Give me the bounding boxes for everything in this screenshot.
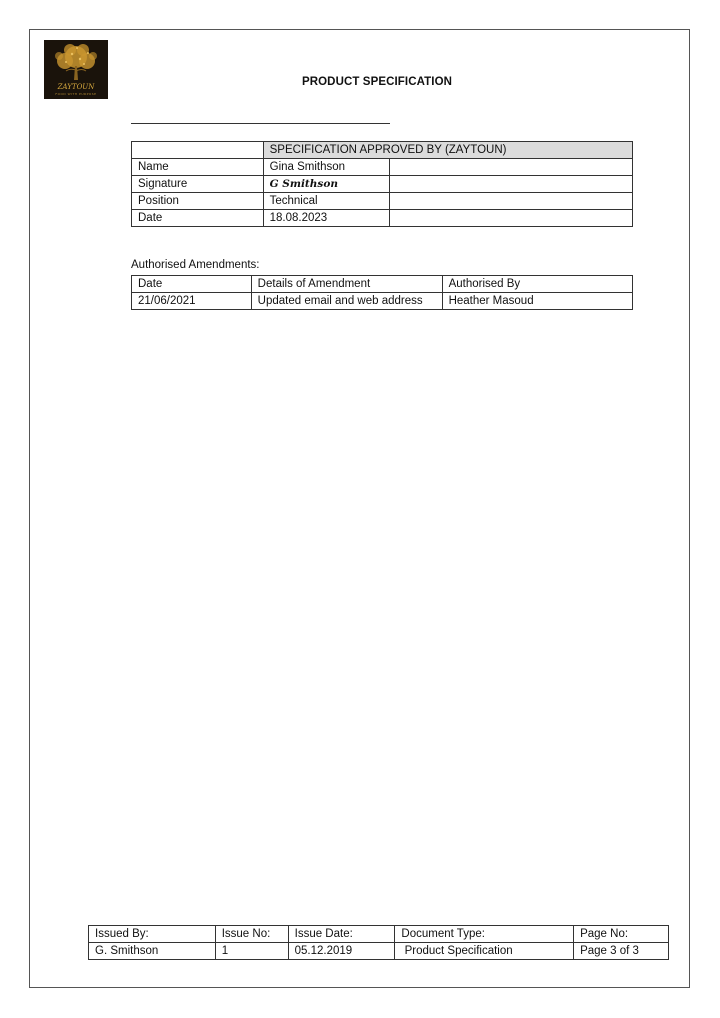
- amendment-by-cell: Heather Masoud: [442, 293, 632, 310]
- logo-wordmark: ZAYTOUN: [57, 83, 95, 91]
- amendments-header-cell: Date: [132, 276, 252, 293]
- approval-header: SPECIFICATION APPROVED BY (ZAYTOUN): [263, 142, 632, 159]
- amendments-header-cell: Details of Amendment: [251, 276, 442, 293]
- amendments-row: [132, 293, 633, 310]
- footer-issued-by: G. Smithson: [89, 943, 216, 960]
- footer-issue-no: 1: [215, 943, 288, 960]
- approval-empty-cell: [389, 159, 632, 176]
- footer-header-row: [89, 926, 669, 943]
- page-title: PRODUCT SPECIFICATION: [301, 76, 453, 88]
- amendments-header-row: [132, 276, 633, 293]
- approval-label-cell: Position: [132, 193, 264, 210]
- approval-row-date: [132, 210, 633, 227]
- footer-header-cell: Page No:: [574, 926, 669, 943]
- approval-value-cell: Technical: [263, 193, 389, 210]
- footer-page-no: Page 3 of 3: [574, 943, 669, 960]
- approval-value-cell: 18.08.2023: [263, 210, 389, 227]
- approval-table: [131, 141, 633, 227]
- amendments-header-cell: Authorised By: [442, 276, 632, 293]
- amendments-table: [131, 275, 633, 310]
- approval-header-blank-cell: [132, 142, 264, 159]
- footer-header-cell: Issued By:: [89, 926, 216, 943]
- approval-label-cell: Name: [132, 159, 264, 176]
- footer-header-cell: Issue Date:: [288, 926, 395, 943]
- approval-value-cell: Gina Smithson: [263, 159, 389, 176]
- footer-issue-date: 05.12.2019: [288, 943, 395, 960]
- footer-header-cell: Issue No:: [215, 926, 288, 943]
- signature-value: G Smithson: [263, 176, 389, 193]
- zaytoun-logo: [44, 40, 108, 99]
- approval-header-row: [132, 142, 633, 159]
- footer-value-row: [89, 943, 669, 960]
- divider-line: [131, 123, 390, 124]
- approval-empty-cell: [389, 210, 632, 227]
- amendments-label: Authorised Amendments:: [131, 259, 260, 271]
- logo-tagline: FOOD WITH PURPOSE: [55, 92, 97, 96]
- approval-empty-cell: [389, 193, 632, 210]
- footer-table: [88, 925, 669, 960]
- approval-row-signature: [132, 176, 633, 193]
- approval-label-cell: Signature: [132, 176, 264, 193]
- approval-label-cell: Date: [132, 210, 264, 227]
- approval-row-name: [132, 159, 633, 176]
- footer-document-type: Product Specification: [395, 943, 574, 960]
- approval-empty-cell: [389, 176, 632, 193]
- amendment-details-cell: Updated email and web address: [251, 293, 442, 310]
- approval-row-position: [132, 193, 633, 210]
- amendment-date-cell: 21/06/2021: [132, 293, 252, 310]
- footer-header-cell: Document Type:: [395, 926, 574, 943]
